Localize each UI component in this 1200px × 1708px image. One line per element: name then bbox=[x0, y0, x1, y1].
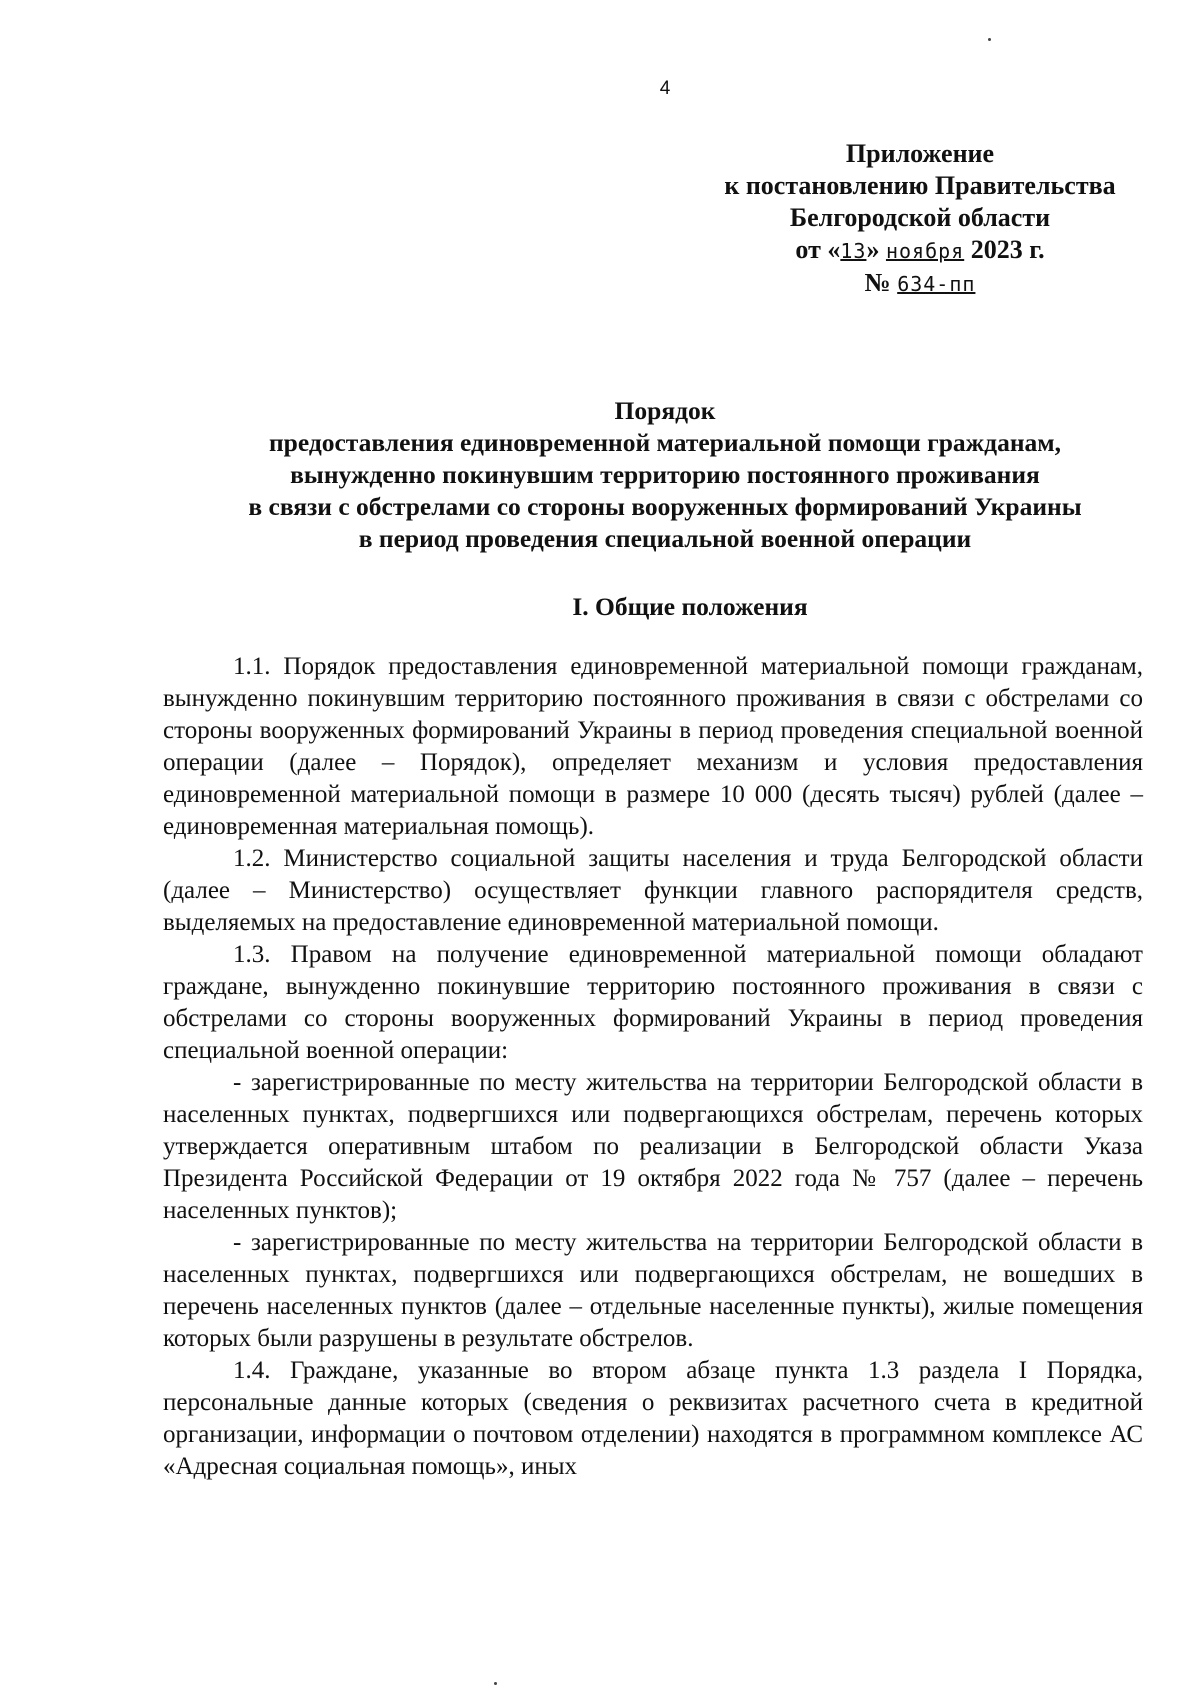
paragraph-1-3: 1.3. Правом на получение единовременной материальной помощи обладают граждане, вынужденно покинувшие территорию постоянного проживания в связи с обстрелами со стороны вооруженных формирований Украины в период проведения специальной военной операции: bbox=[163, 941, 1143, 1064]
paragraph-1-2: 1.2. Министерство социальной защиты населения и труда Белгородской области (далее – Министерство) осуществляет функции главного распорядителя средств, выделяемых на предоставление единовременной материальной помощи. bbox=[163, 845, 1143, 936]
appendix-reference: к постановлению Правительства bbox=[724, 171, 1116, 200]
appendix-region: Белгородской области bbox=[789, 203, 1051, 232]
paragraph-1-3-item-b: - зарегистрированные по месту жительства на территории Белгородской области в населенных пунктах, подвергшихся или подвергающихся обстрелам, не вошедших в перечень населенных пунктов (далее – отдельные населенные пункты), жилые помещения которых были разрушены в результате обстрелов. bbox=[163, 1229, 1143, 1352]
section-heading: I. Общие положения bbox=[572, 592, 808, 621]
title-line: предоставления единовременной материальной помощи гражданам, bbox=[268, 428, 1062, 457]
title-line: в период проведения специальной военной операции bbox=[358, 524, 972, 553]
date-year: 2023 г. bbox=[970, 235, 1045, 264]
appendix-heading: Приложение bbox=[845, 139, 995, 168]
appendix-block bbox=[660, 138, 1180, 300]
number-prefix: № bbox=[864, 268, 891, 297]
title-line: в связи с обстрелами со стороны вооруженных формирований Украины bbox=[248, 492, 1082, 521]
page-number: 4 bbox=[659, 78, 671, 99]
paragraph-1-4: 1.4. Граждане, указанные во втором абзаце пункта 1.3 раздела I Порядка, персональные данные которых (сведения о реквизитах расчетного счета в кредитной организации, информации о почтовом отделении) находятся в программном комплексе АС «Адресная социальная помощь», иных bbox=[163, 1357, 1143, 1480]
date-prefix: от « bbox=[795, 235, 841, 264]
paragraph-1-1: 1.1. Порядок предоставления единовременной материальной помощи гражданам, вынужденно покинувшим территорию постоянного проживания в связи с обстрелами со стороны вооруженных формирований Украины в период проведения специальной военной операции (далее – Порядок), определяет механизм и условия предоставления единовременной материальной помощи в размере 10 000 (десять тысяч) рублей (далее – единовременная материальная помощь). bbox=[163, 653, 1143, 840]
scan-speck bbox=[988, 38, 991, 41]
appendix-date bbox=[660, 234, 1180, 267]
date-month: ноября bbox=[885, 239, 965, 263]
number-value: 634-пп bbox=[897, 272, 976, 296]
date-day: 13 bbox=[840, 239, 867, 263]
body-text bbox=[163, 651, 1143, 1483]
title-line: вынужденно покинувшим территорию постоянного проживания bbox=[290, 460, 1040, 489]
document-title bbox=[130, 395, 1200, 555]
title-main: Порядок bbox=[614, 396, 716, 425]
paragraph-1-3-item-a: - зарегистрированные по месту жительства на территории Белгородской области в населенных пунктах, подвергшихся или подвергающихся обстрелам, перечень которых утверждается оперативным штабом по реализации в Белгородской области Указа Президента Российской Федерации от 19 октября 2022 года № 757 (далее – перечень населенных пунктов); bbox=[163, 1069, 1143, 1224]
date-mid: » bbox=[866, 235, 880, 264]
appendix-number bbox=[660, 267, 1180, 300]
scan-speck bbox=[494, 1682, 497, 1685]
